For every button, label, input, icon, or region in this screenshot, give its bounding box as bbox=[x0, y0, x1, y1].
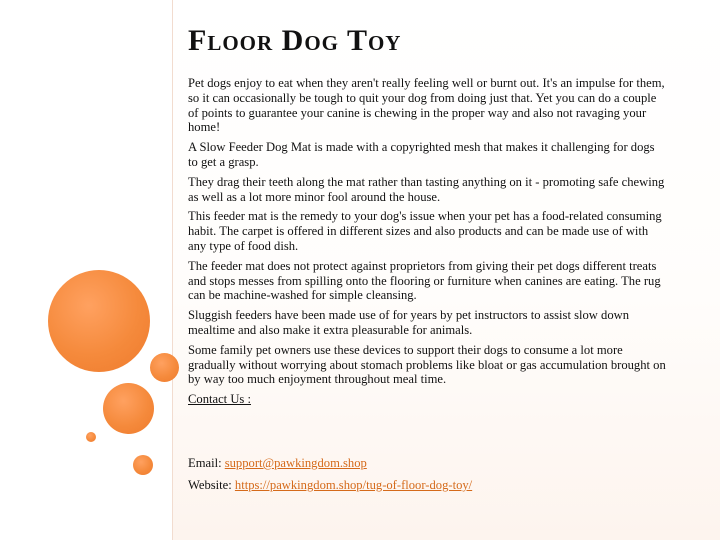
email-line bbox=[188, 452, 668, 474]
contact-us-link[interactable]: Contact Us : bbox=[188, 392, 251, 407]
paragraph: The feeder mat does not protect against proprietors from giving their pet dogs different treats and stops messes from spilling onto the flooring or furniture when canines are eating. The rug can be machine-washed for simple cleansing. bbox=[188, 258, 661, 303]
website-line bbox=[188, 474, 668, 496]
decor-circle-medium bbox=[150, 353, 179, 382]
body-text bbox=[188, 76, 666, 412]
paragraph: Sluggish feeders have been made use of for years by pet instructors to assist slow down mealtime and also make it extra pleasurable for animals. bbox=[188, 308, 630, 337]
decor-circle-small-second bbox=[133, 455, 153, 475]
decor-circle-second-large bbox=[103, 383, 154, 434]
contact-footer bbox=[188, 452, 668, 496]
page-title: Floor Dog Toy bbox=[188, 24, 402, 57]
paragraph: Some family pet owners use these devices to support their dogs to consume a lot more gradually without worrying about stomach problems like bloat or gas accumulation brought on by way too much enjoyment throughout meal time. bbox=[188, 342, 666, 387]
website-link[interactable]: https://pawkingdom.shop/tug-of-floor-dog-toy/ bbox=[234, 478, 473, 492]
paragraph: They drag their teeth along the mat rather than tasting anything on it - promoting safe chewing as well as a lot more minor fool around the house. bbox=[188, 174, 665, 204]
email-link[interactable]: support@pawkingdom.shop bbox=[224, 456, 367, 470]
paragraph: This feeder mat is the remedy to your dog's issue when your pet has a food-related consuming habit. The carpet is offered in different sizes and also products and can be made use of with any type of food dish. bbox=[188, 209, 662, 253]
paragraph: A Slow Feeder Dog Mat is made with a copyrighted mesh that makes it challenging for dogs to get a grasp. bbox=[188, 140, 655, 169]
contact-heading[interactable] bbox=[188, 392, 666, 407]
email-label: Email: bbox=[188, 456, 225, 470]
website-label: Website: bbox=[188, 478, 235, 492]
paragraph: Pet dogs enjoy to eat when they aren't really feeling well or burnt out. It's an impulse for them, so it can occasionally be tough to quit your dog from doing just that. Yet you can do a couple of points to guarantee your canine is chewing in the proper way and also not ravaging your home! bbox=[188, 76, 665, 135]
decor-circle-large bbox=[48, 270, 150, 372]
decor-circle-small bbox=[86, 432, 96, 442]
